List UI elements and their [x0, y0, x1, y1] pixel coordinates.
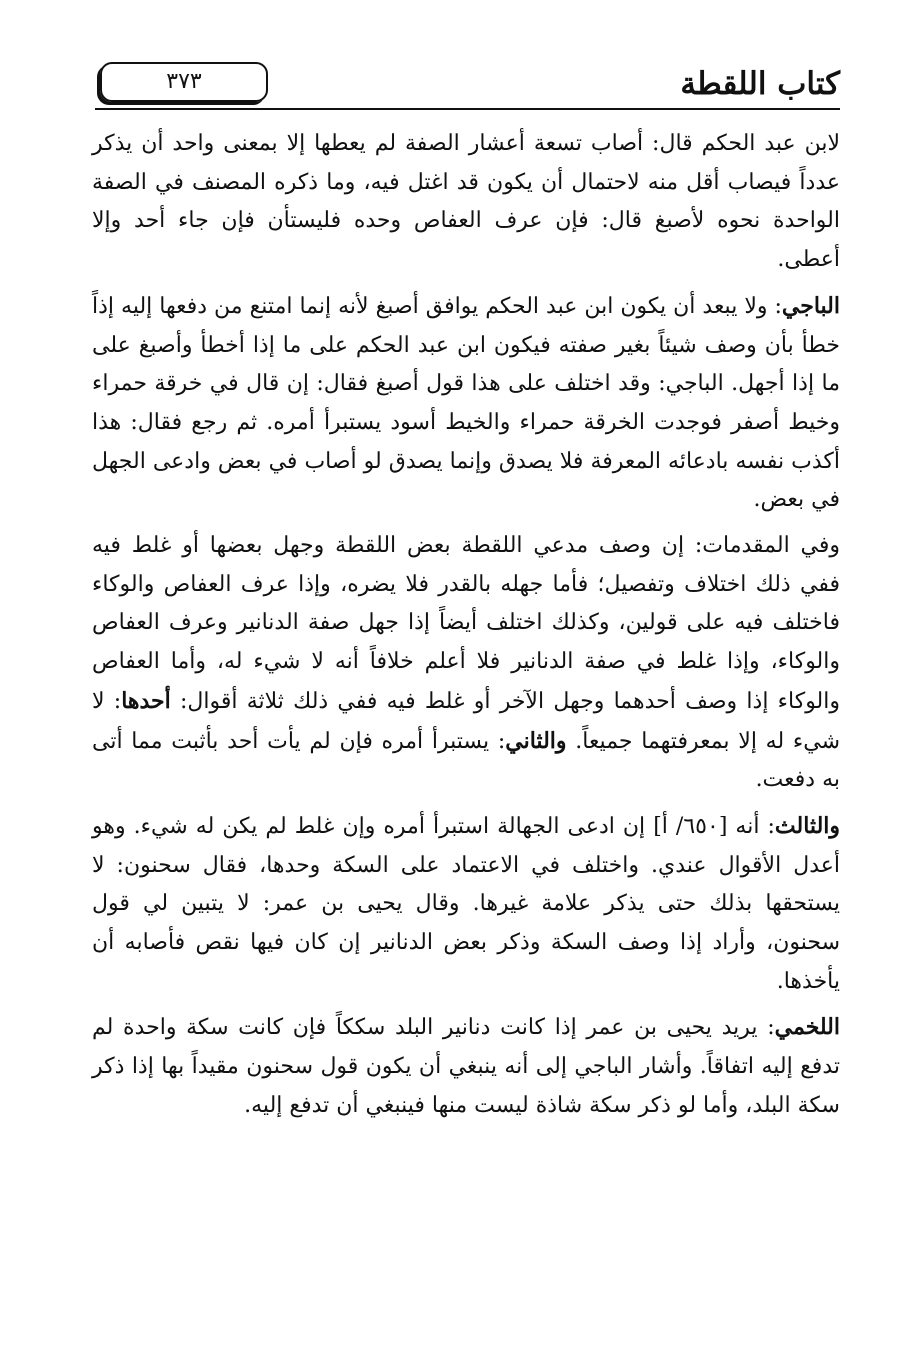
- header-rule: [95, 108, 840, 110]
- opinion-text-second: : يستبرأ أمره فإن لم يأت أحد بأثبت مما أتى به دفعت.: [92, 728, 840, 793]
- page-number: ٣٧٣: [100, 62, 268, 102]
- speaker-label-lakhmi: اللخمي: [774, 1014, 840, 1041]
- page-header: [95, 62, 840, 110]
- opinion-text-third: : أنه [٦٥٠/ أ] إن ادعى الجهالة استبرأ أمره وإن غلط لم يكن له شيء. وهو أعدل الأقوال عندي. واختلف في الاعتماد على السكة وحدها، فقال سحنون: لا يستحقها بذلك حتى يذكر علامة غيرها. وقال يحيى بن عمر: لا يتبين لي قول سحنون، وأراد إذا وصف السكة وذكر بعض الدنانير إن كان فيها نقص فأصابه أن يأخذها.: [92, 813, 840, 994]
- opinion-label-third: والثالث: [774, 812, 841, 839]
- chapter-title: كتاب اللقطة: [680, 66, 840, 102]
- main-text: [92, 125, 840, 1133]
- paragraph-text: : ولا يبعد أن يكون ابن عبد الحكم يوافق أصبغ لأنه إنما امتنع من دفعها إليه إذاً خطأ بأن وصف شيئاً بغير صفته فيكون ابن عبد الحكم على ما إذا أخطأ وأصبغ على ما إذا أجهل. الباجي: وقد اختلف على هذا قول أصبغ فقال: إن قال في خرقة حمراء وخيط أصفر فوجدت الخرقة حمراء والخيط أسود يستبرأ أمره. ثم رجع فقال: هذا أكذب نفسه بادعائه المعرفة فلا يصدق وإنما يصدق لو أصاب في بعض وادعى الجهل في بعض.: [92, 293, 840, 513]
- paragraph-text: وفي المقدمات: إن وصف مدعي اللقطة بعض اللقطة وجهل بعضها أو غلط فيه ففي ذلك اختلاف وتفصيل؛ فأما جهله بالقدر فلا يضره، وإذا عرف العفاص والوكاء فاختلف فيه على قولين، وكذلك اختلف أيضاً إذا جهل صفة الدنانير وعرف العفاص والوكاء، وإذا غلط في صفة الدنانير فلا أعلم خلافاً أنه لا شيء له، وأما العفاص والوكاء إذا وصف أحدهما وجهل الآخر أو غلط فيه ففي ذلك ثلاثة أقوال:: [92, 533, 840, 714]
- opinion-text-first: : لا شيء له إلا بمعرفتهما جميعاً.: [92, 688, 840, 754]
- opinion-label-second: والثاني: [505, 727, 567, 754]
- opinion-label-first: أحدها: [121, 687, 171, 714]
- paragraph-text: لابن عبد الحكم قال: أصاب تسعة أعشار الصفة لم يعطها إلا بمعنى واحد أن يذكر عدداً فيصاب أقل منه لاحتمال أن يكون قد اغتل فيه، وما ذكره المصنف في الصفة الواحدة نحوه لأصبغ قال: فإن عرف العفاص وحده فليستأن فإن جاء أحد وإلا أعطى.: [92, 131, 840, 273]
- paragraph-muqaddimat: [92, 527, 840, 800]
- speaker-label-baji: الباجي: [781, 292, 840, 319]
- paragraph-baji: [92, 287, 840, 520]
- paragraph-third-opinion: [92, 807, 840, 1002]
- paragraph-ibn-abd-alhakam: [92, 125, 840, 280]
- paragraph-lakhmi: [92, 1008, 840, 1125]
- paragraph-text: : يريد يحيى بن عمر إذا كانت دنانير البلد سككاً فإن كانت سكة واحدة لم تدفع إليه اتفاقاً. وأشار الباجي إلى أنه ينبغي أن يكون قول سحنون مقيداً بها إذا ذكر سكة البلد، وأما لو ذكر سكة شاذة ليست منها فينبغي أن تدفع إليه.: [92, 1015, 840, 1118]
